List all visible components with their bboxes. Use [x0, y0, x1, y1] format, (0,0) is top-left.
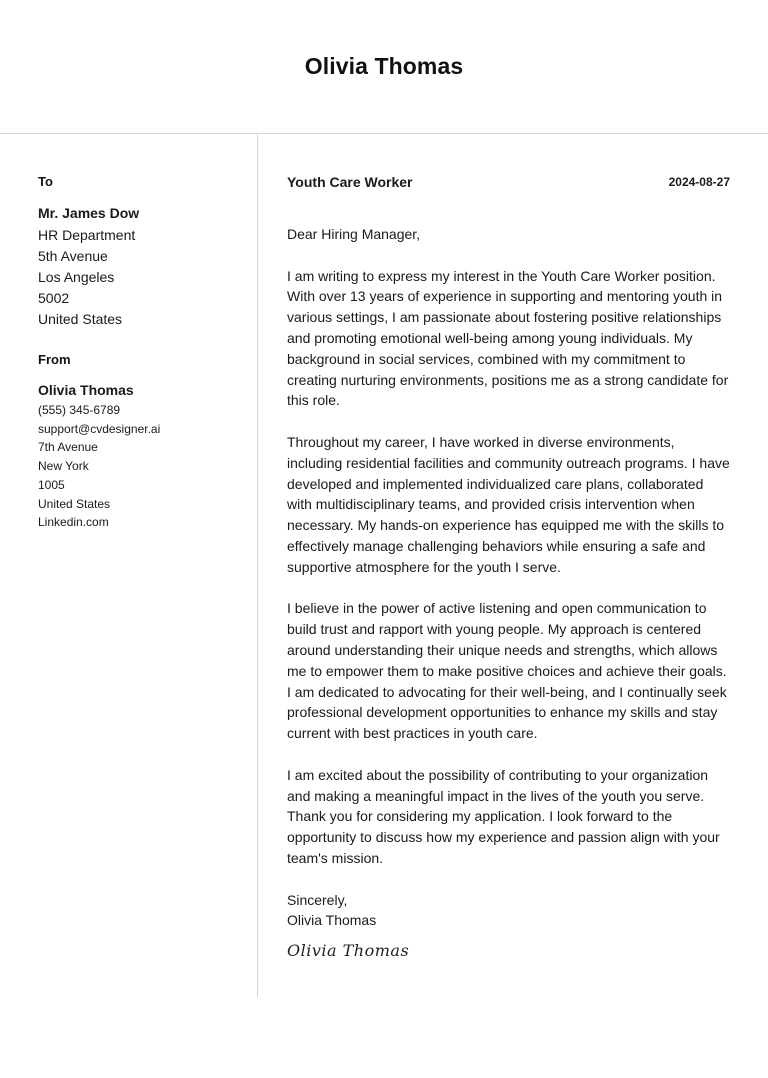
body-paragraph: Throughout my career, I have worked in diverse environments, including residential facilities and community outreach programs. I have developed and implemented individualized care plans, collaborated with multidisciplinary teams, and provided crisis intervention when necessary. My hands-on experience has equipped me with the skills to effectively manage challenging behaviors while ensuring a safe and supportive atmosphere for the youth I serve.: [287, 433, 730, 575]
job-title: Youth Care Worker: [287, 174, 413, 190]
recipient-department: HR Department: [38, 227, 136, 243]
body-paragraph: I believe in the power of active listening and open communication to build trust and rapport with young people. My approach is centered around understanding their unique needs and strengths, which allows me to empower them to make positive choices and achieve their goals. I am dedicated to advocating for their well-being, and I continually seek professional development opportunities to enhance my skills and stay current with best practices in youth care.: [287, 600, 727, 742]
sender-contact: [38, 401, 238, 532]
letter-title-row: [287, 174, 730, 190]
closing-name: Olivia Thomas: [287, 912, 377, 929]
body-paragraph: I am writing to express my interest in the Youth Care Worker position. With over 13 years of experience in supporting and mentoring youth in various settings, I am passionate about fostering positive relationships and promoting emotional well-being among young individuals. My background in social services, combined with my commitment to creating nurturing environments, positions me as a strong candidate for this role.: [287, 267, 729, 409]
sender-phone: (555) 345-6789: [38, 403, 121, 417]
letter-column: [287, 174, 730, 960]
from-label: From: [38, 352, 71, 367]
recipient-city: Los Angeles: [38, 269, 115, 285]
sender-email: support@cvdesigner.ai: [38, 421, 161, 436]
sender-name: Olivia Thomas: [38, 382, 134, 398]
sender-linkedin: Linkedin.com: [38, 515, 109, 530]
column-divider: [257, 134, 258, 997]
recipient-name: Mr. James Dow: [38, 205, 140, 221]
contact-column: [38, 174, 238, 532]
closing: Sincerely,: [287, 891, 348, 908]
handwritten-signature: Olivia Thomas: [287, 941, 410, 961]
page-header: [0, 0, 768, 134]
to-label: To: [38, 174, 53, 189]
applicant-name-heading: Olivia Thomas: [304, 53, 464, 79]
recipient-street: 5th Avenue: [38, 248, 108, 264]
sender-country: United States: [38, 496, 111, 511]
sender-street: 7th Avenue: [38, 440, 98, 455]
recipient-country: United States: [38, 311, 123, 327]
sender-postal-code: 1005: [38, 477, 65, 492]
greeting: Dear Hiring Manager,: [287, 226, 421, 242]
letter-date: 2024-08-27: [668, 175, 730, 189]
sender-city: New York: [38, 459, 89, 474]
recipient-address: [38, 225, 238, 330]
recipient-postal-code: 5002: [38, 290, 70, 306]
body-paragraph: I am excited about the possibility of contributing to your organization and making a meaningful impact in the lives of the youth you serve. Thank you for considering my application. I look forward to the opportunity to discuss how my experience and passion align with your team's mission.: [287, 766, 720, 866]
